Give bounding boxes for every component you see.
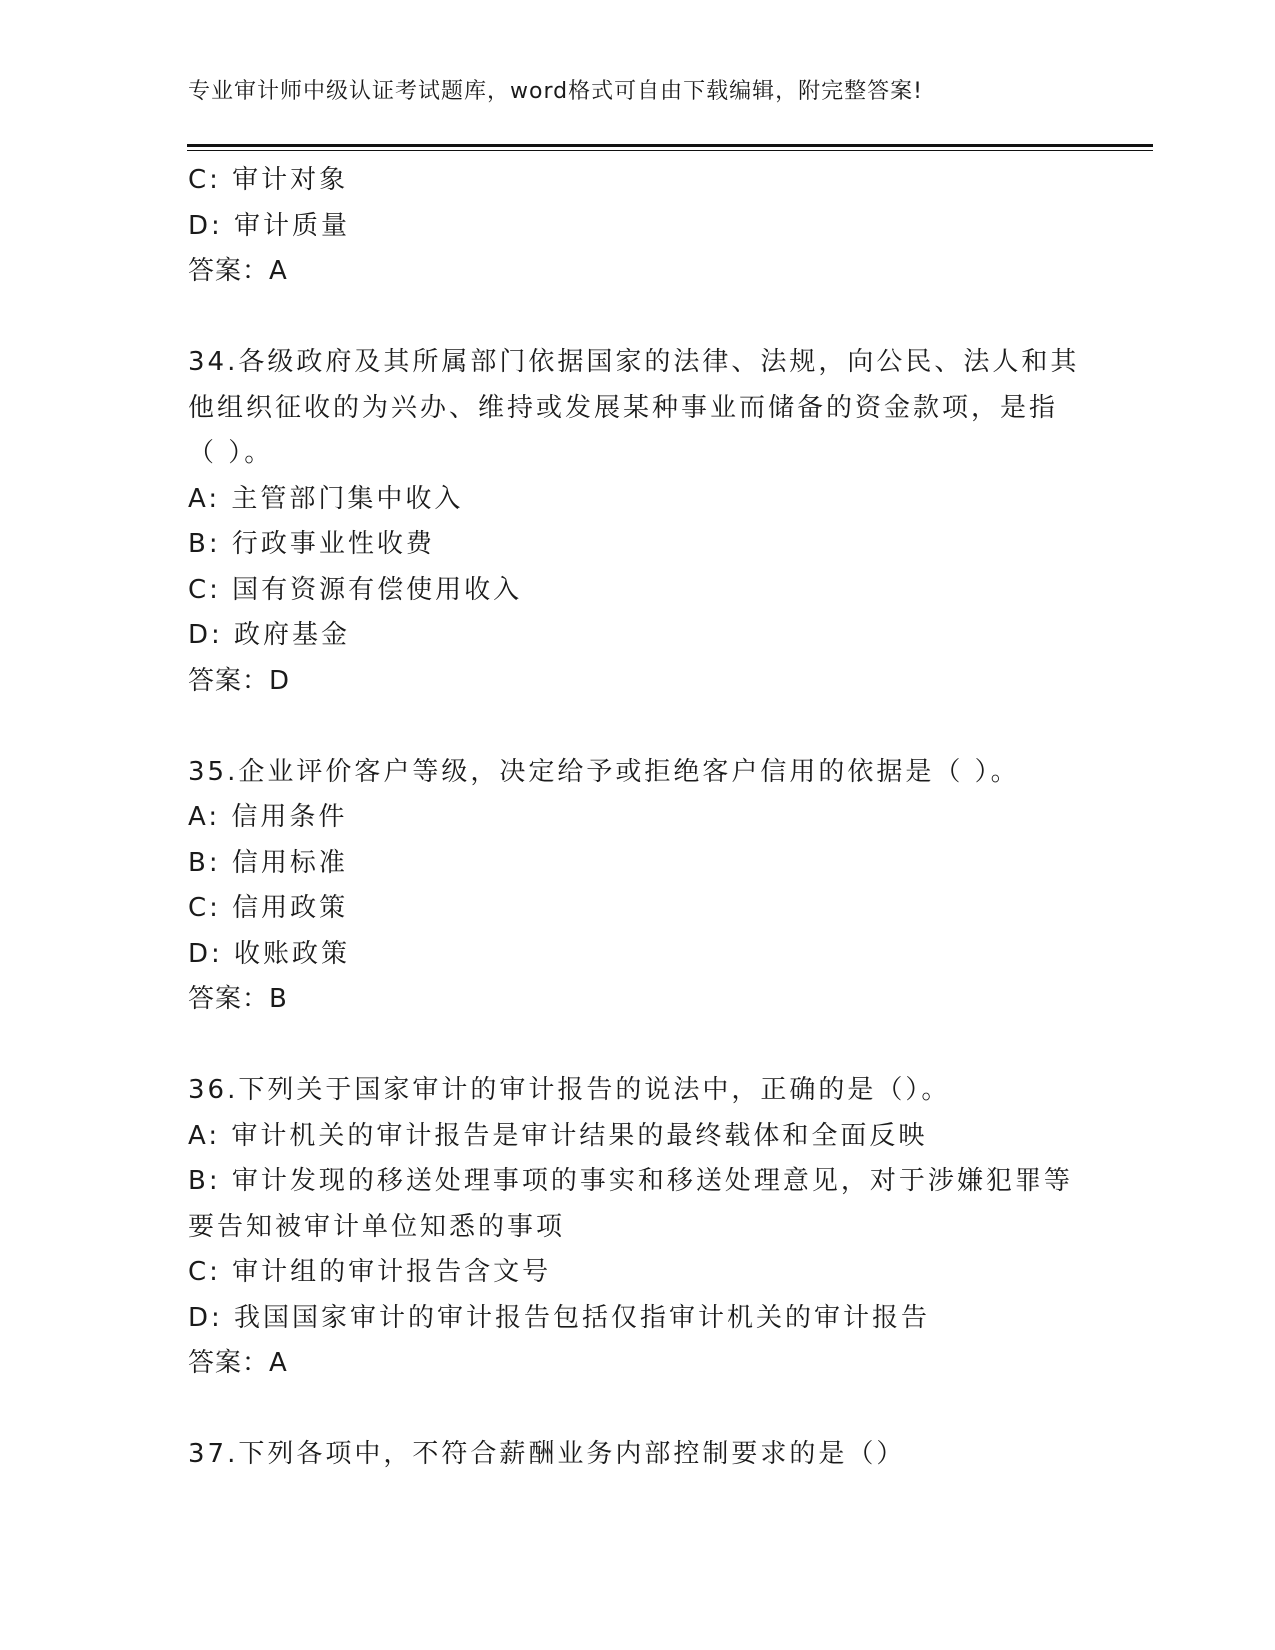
option-d: D: 政府基金: [188, 620, 351, 650]
option-d: D: 审计质量: [188, 210, 351, 241]
option-d: D: 收账政策: [188, 938, 351, 969]
question-content: [188, 158, 1088, 1478]
option-b: B: 审计发现的移送处理事项的事实和移送处理意见，对于涉嫌犯罪等: [188, 1166, 1073, 1196]
spacer: [188, 1023, 1088, 1069]
question-37: [188, 1432, 1088, 1478]
option-c: C: 国有资源有偿使用收入: [188, 574, 523, 605]
spacer: [188, 704, 1088, 750]
option-a: A: 审计机关的审计报告是审计结果的最终载体和全面反映: [188, 1120, 928, 1151]
header-rule-thin: [187, 150, 1153, 151]
option-b: B: 行政事业性收费: [188, 529, 435, 559]
option-b-continued: 要告知被审计单位知悉的事项: [188, 1211, 566, 1242]
page-header: 专业审计师中级认证考试题库，word格式可自由下载编辑，附完整答案!: [188, 79, 923, 104]
answer: 答案：B: [188, 984, 288, 1014]
prev-question: [188, 158, 1088, 295]
option-c: C: 审计组的审计报告含文号: [188, 1257, 552, 1287]
option-a: A: 主管部门集中收入: [188, 483, 464, 514]
spacer: [188, 295, 1088, 341]
answer: 答案：A: [188, 1348, 288, 1378]
question-text: （ ）。: [188, 438, 274, 468]
option-a: A: 信用条件: [188, 802, 348, 832]
option-b: B: 信用标准: [188, 847, 348, 878]
spacer: [188, 1387, 1088, 1433]
header-rule-thick: [187, 144, 1153, 147]
option-c: C: 信用政策: [188, 893, 349, 923]
question-text: 34.各级政府及其所属部门依据国家的法律、法规，向公民、法人和其: [188, 347, 1080, 377]
question-text: 35.企业评价客户等级，决定给予或拒绝客户信用的依据是（ ）。: [188, 756, 1020, 787]
question-text: 他组织征收的为兴办、维持或发展某种事业而储备的资金款项，是指: [188, 392, 1059, 423]
question-35: [188, 750, 1088, 1023]
question-text: 36.下列关于国家审计的审计报告的说法中，正确的是（）。: [188, 1075, 951, 1105]
option-d: D: 我国国家审计的审计报告包括仅指审计机关的审计报告: [188, 1302, 931, 1333]
question-36: [188, 1068, 1088, 1387]
option-c: C: 审计对象: [188, 165, 349, 195]
question-34: [188, 340, 1088, 704]
answer: 答案：D: [188, 665, 291, 696]
answer: 答案：A: [188, 256, 288, 286]
question-text: 37.下列各项中，不符合薪酬业务内部控制要求的是（）: [188, 1439, 906, 1469]
